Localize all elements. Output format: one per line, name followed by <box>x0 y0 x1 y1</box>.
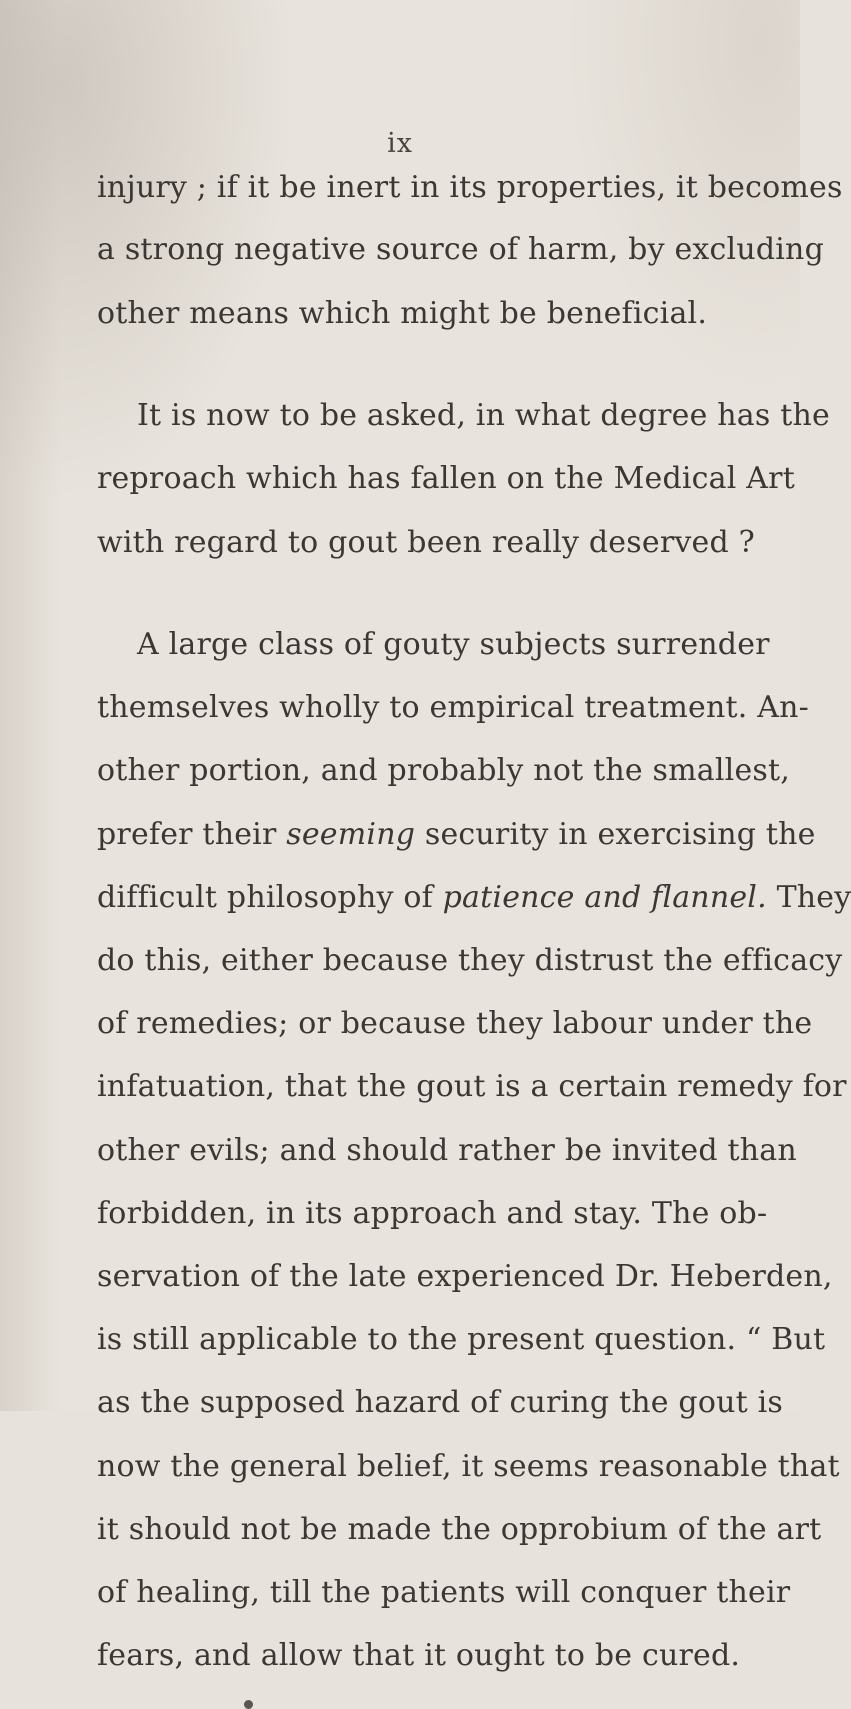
text-line: fears, and allow that it ought to be cured. <box>97 1638 741 1673</box>
text-line: A large class of gouty subjects surrender <box>137 627 770 662</box>
text-line: other means which might be beneficial. <box>97 296 708 331</box>
text-run: prefer their <box>97 817 287 852</box>
text-line: themselves wholly to empirical treatment. An- <box>97 690 809 725</box>
text-line: other portion, and probably not the smallest, <box>97 753 791 788</box>
text-line: forbidden, in its approach and stay. The ob- <box>97 1196 768 1231</box>
ink-dot <box>244 1700 253 1709</box>
text-line: now the general belief, it seems reasonable that <box>97 1449 840 1484</box>
text-line: It is now to be asked, in what degree has the <box>137 398 830 433</box>
text-line: with regard to gout been really deserved ? <box>97 525 755 560</box>
text-line: servation of the late experienced Dr. Heberden, <box>97 1259 833 1294</box>
text-line: infatuation, that the gout is a certain remedy for <box>97 1069 847 1104</box>
italic-text: seeming <box>286 817 416 852</box>
text-line: a strong negative source of harm, by excluding <box>97 232 824 267</box>
text-line: as the supposed hazard of curing the gout is <box>97 1385 783 1420</box>
text-line <box>97 817 816 853</box>
text-line <box>97 880 851 916</box>
text-run: security in exercising the <box>415 817 816 852</box>
text-line: reproach which has fallen on the Medical Art <box>97 461 795 496</box>
text-line: injury ; if it be inert in its properties, it becomes <box>97 170 843 205</box>
text-line: of healing, till the patients will conquer their <box>97 1575 791 1610</box>
text-line: it should not be made the opprobium of the art <box>97 1512 822 1547</box>
text-line: do this, either because they distrust the efficacy <box>97 943 843 978</box>
text-run: They <box>766 880 851 915</box>
text-line: other evils; and should rather be invited than <box>97 1133 797 1168</box>
text-line: of remedies; or because they labour under the <box>97 1006 813 1041</box>
text-run: difficult philosophy of <box>97 880 443 915</box>
text-line: is still applicable to the present question. “ But <box>97 1322 826 1357</box>
italic-text: patience and flannel. <box>442 880 767 915</box>
page-number: ix <box>387 128 413 159</box>
